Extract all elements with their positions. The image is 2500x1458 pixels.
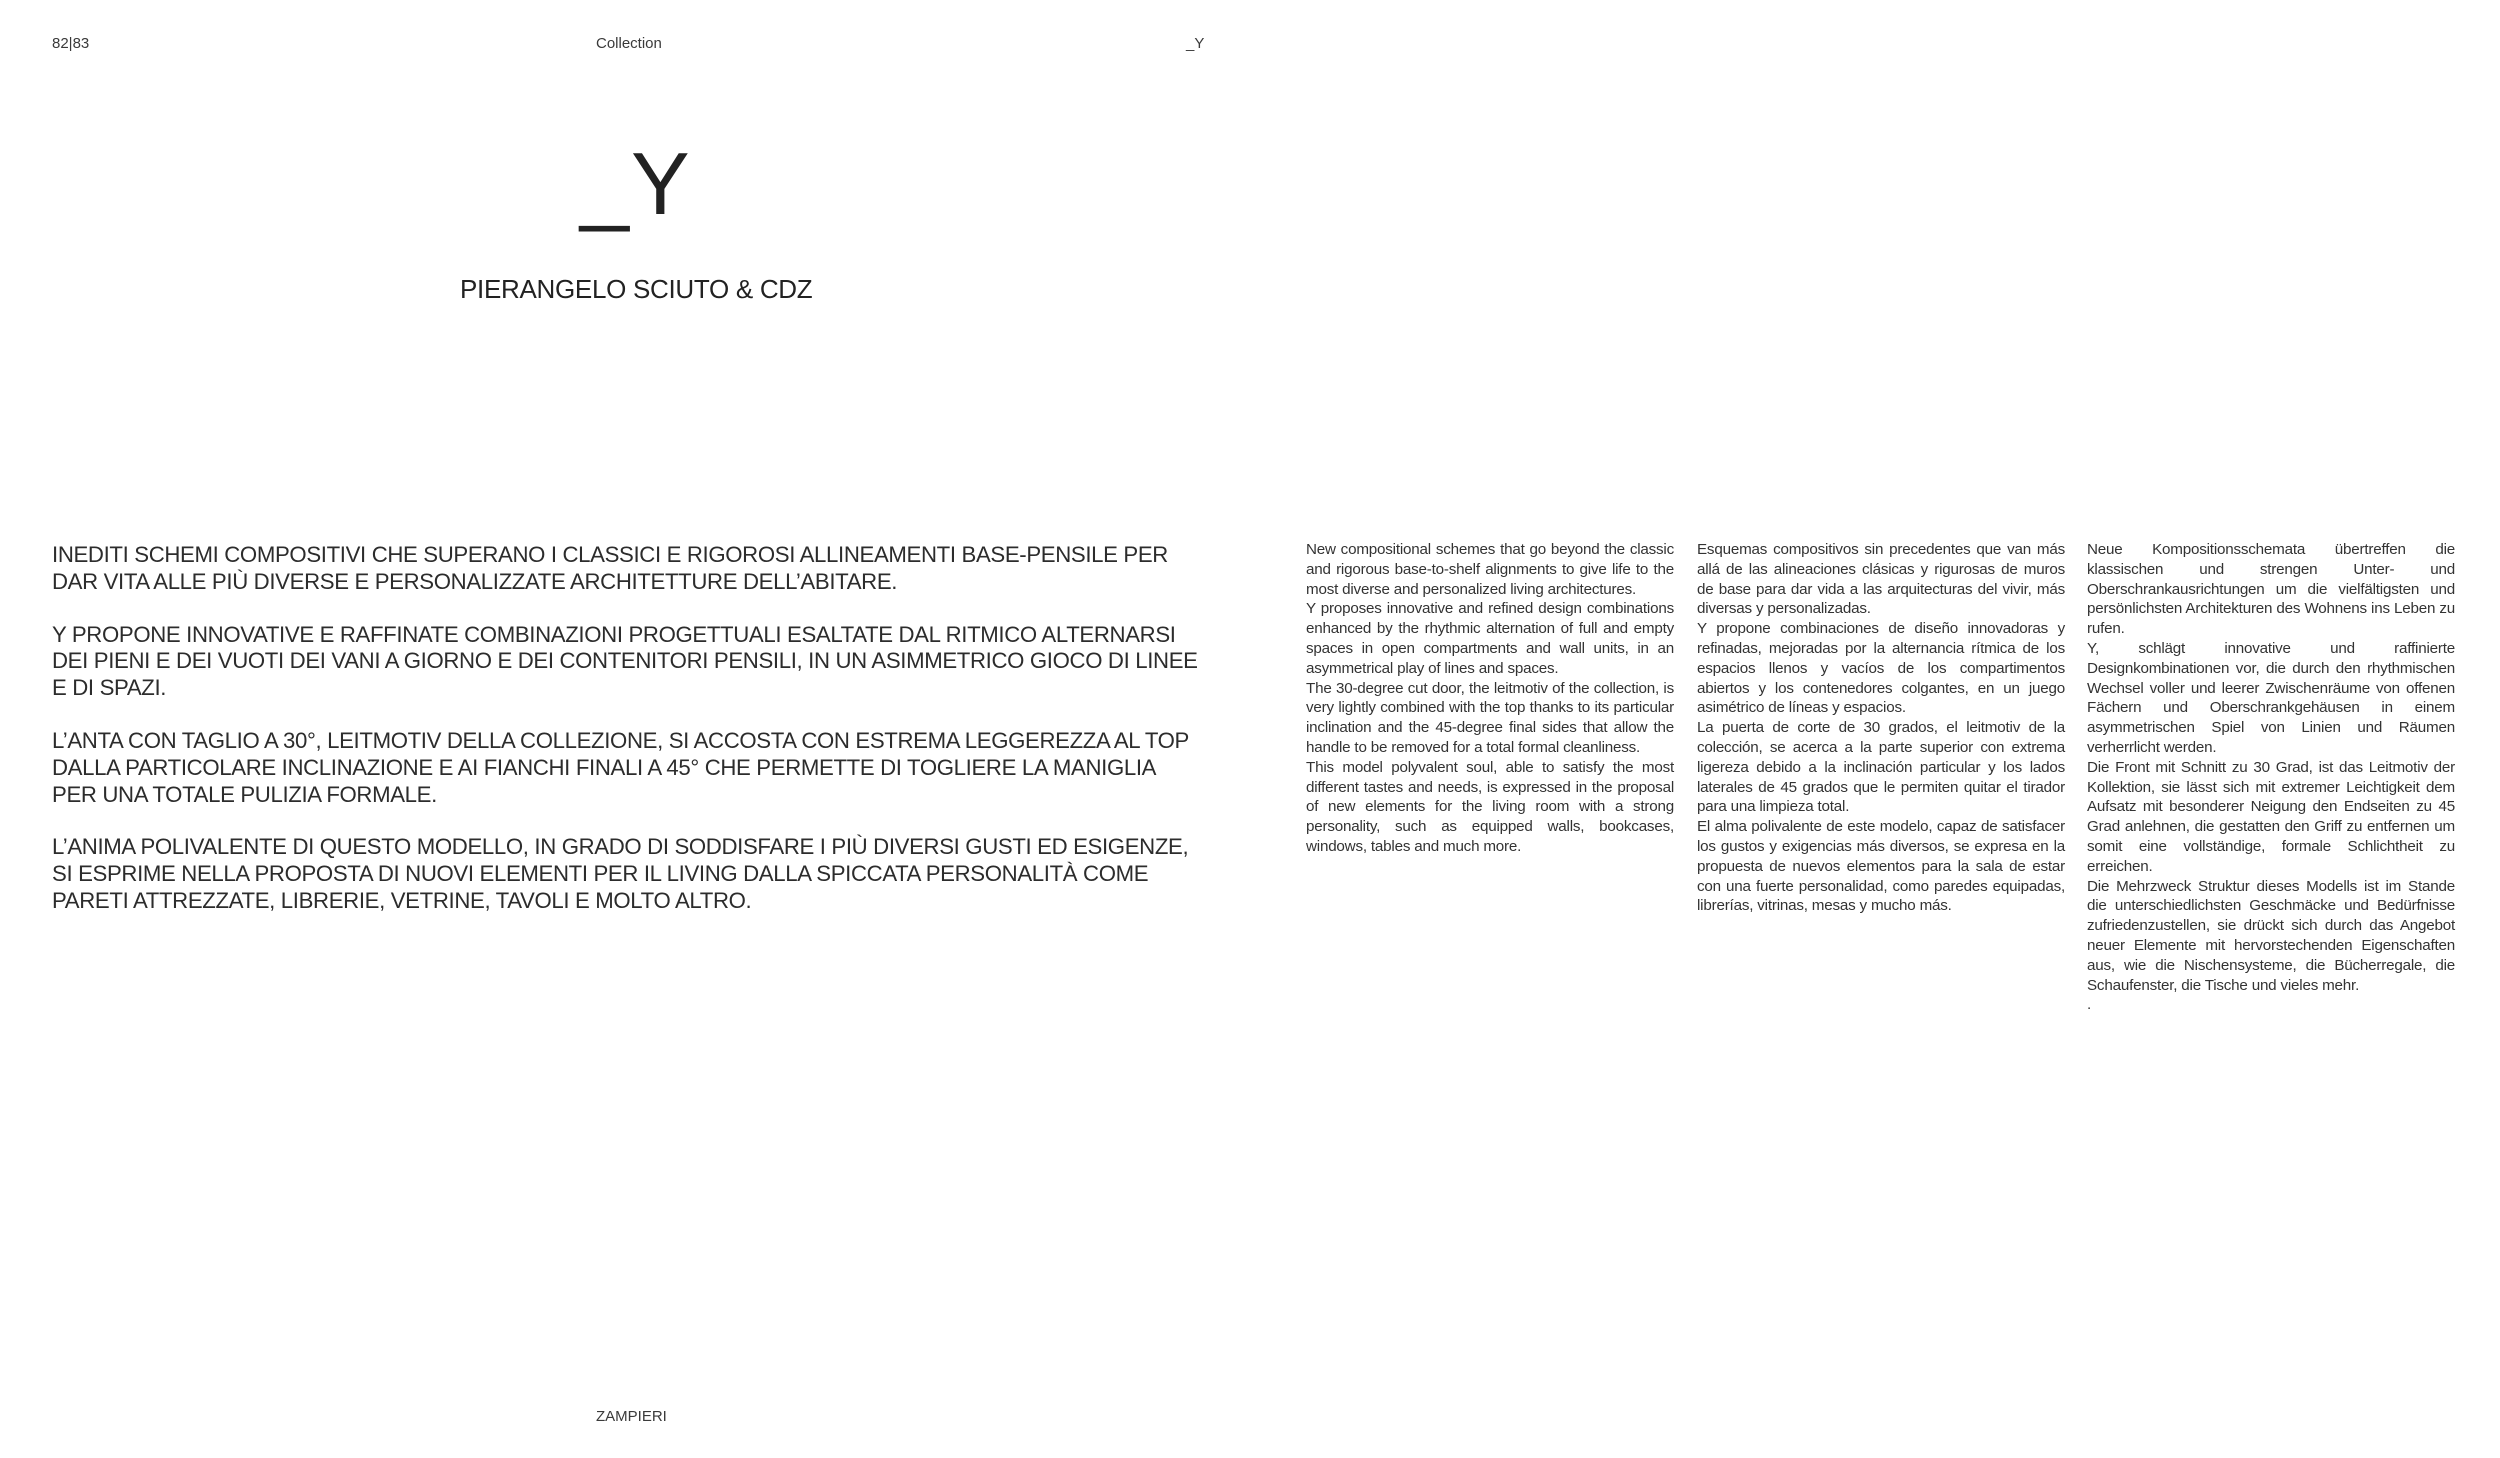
italian-paragraph: L’ANIMA POLIVALENTE DI QUESTO MODELLO, IN GRADO DI SODDISFARE I PIÙ DIVERSI GUSTI ED ESIGENZE, SI ESPRIME NELLA PROPOSTA DI NUOVI ELEMENTI PER IL LIVING DALLA SPICCATA PERSONALITÀ COME PARETI ATTREZZATE, LIBRERIE, VETRINE, TAVOLI E MOLTO ALTRO. xyxy=(52,834,1189,913)
german-paragraph: . xyxy=(2087,996,2092,1014)
page-numbers: 82|83 xyxy=(52,35,90,52)
italian-paragraph: INEDITI SCHEMI COMPOSITIVI CHE SUPERANO I CLASSICI E RIGOROSI ALLINEAMENTI BASE-PENSILE PER DAR VITA ALLE PIÙ DIVERSE E PERSONALIZZATE ARCHITETTURE DELL’ABITARE. xyxy=(52,542,1168,594)
italian-paragraph: L’ANTA CON TAGLIO A 30°, LEITMOTIV DELLA COLLEZIONE, SI ACCOSTA CON ESTREMA LEGGEREZZA AL TOP DALLA PARTICOLARE INCLINAZIONE E AI FIANCHI FINALI A 45° CHE PERMETTE DI TOGLIERE LA MANIGLIA PER UNA TOTALE PULIZIA FORMALE. xyxy=(52,727,1189,807)
german-paragraph: Neue Kompositionsschemata übertreffen die klassischen und strengen Unter- und Oberschrankausrichtungen um die vielfältigsten und persönlichsten Architekturen des Wohnens ins Leben zu rufen. xyxy=(2087,541,2455,638)
german-column xyxy=(2087,540,2455,1015)
designer-name: PIERANGELO SCIUTO & CDZ xyxy=(460,274,813,304)
english-paragraph: This model polyvalent soul, able to satisfy the most different tastes and needs, is expressed in the proposal of new elements for the living room with a strong personality, such as equipped walls, bookcases, windows, tables and much more. xyxy=(1306,758,1674,855)
german-paragraph: Die Front mit Schnitt zu 30 Grad, ist das Leitmotiv der Kollektion, sie lässt sich mit extremer Leichtigkeit dem Aufsatz mit besonderer Neigung den Endseiten zu 45 Grad anlehnen, die gestatten den Griff zu entfernen um somit eine vollständige, formale Schlichtheit zu erreichen. xyxy=(2087,758,2455,875)
footer-brand: ZAMPIERI xyxy=(596,1408,667,1425)
spanish-column xyxy=(1697,540,2065,916)
german-paragraph: Die Mehrzweck Struktur dieses Modells ist im Stande die unterschiedlichsten Geschmäcke und Bedürfnisse zufriedenzustellen, sie drückt sich durch das Angebot neuer Elemente mit hervorstechenden Eigenschaften aus, wie die Nischensysteme, die Bücherregale, die Schaufenster, die Tische und vieles mehr. xyxy=(2087,877,2455,994)
spanish-paragraph: El alma polivalente de este modelo, capaz de satisfacer los gustos y exigencias más diversos, se expresa en la propuesta de nuevos elementos para la sala de estar con una fuerte personalidad, como paredes equipadas, librerías, vitrinas, mesas y mucho más. xyxy=(1697,818,2065,915)
english-paragraph: New compositional schemes that go beyond the classic and rigorous base-to-shelf alignments to give life to the most diverse and personalized living architectures. xyxy=(1306,541,1674,598)
english-paragraph: The 30-degree cut door, the leitmotiv of the collection, is very lightly combined with the top thanks to its particular inclination and the 45-degree final sides that allow the handle to be removed for a total formal cleanliness. xyxy=(1306,679,1674,756)
spanish-paragraph: Esquemas compositivos sin precedentes que van más allá de las alineaciones clásicas y rigurosas de muros de base para dar vida a las arquitecturas del vivir, más diversas y personalizadas. xyxy=(1697,541,2065,618)
section-label: Collection xyxy=(596,35,662,52)
german-paragraph: Y, schlägt innovative und raffinierte Designkombinationen vor, die durch den rhythmischen Wechsel voller und leerer Zwischenräume von offenen Fächern und Oberschrankgehäusen in einem asymmetrischen Spiel von Linien und Räumen verherrlicht werden. xyxy=(2087,639,2455,756)
italian-paragraph: Y PROPONE INNOVATIVE E RAFFINATE COMBINAZIONI PROGETTUALI ESALTATE DAL RITMICO ALTERNARSI DEI PIENI E DEI VUOTI DEI VANI A GIORNO E DEI CONTENITORI PENSILI, IN UN ASIMMETRICO GIOCO DI LINEE E DI SPAZI. xyxy=(52,621,1198,701)
spanish-paragraph: La puerta de corte de 30 grados, el leitmotiv de la colección, se acerca a la parte superior con extrema ligereza debido a la inclinación particular y los lados laterales de 45 grados que le permiten quitar el tirador para una limpieza total. xyxy=(1697,719,2065,816)
model-title: _Y xyxy=(580,134,692,233)
english-paragraph: Y proposes innovative and refined design combinations enhanced by the rhythmic alternation of full and empty spaces in open compartments and wall units, in an asymmetrical play of lines and spaces. xyxy=(1306,600,1674,677)
spanish-paragraph: Y propone combinaciones de diseño innovadoras y refinadas, mejoradas por la alternancia rítmica de los espacios llenos y vacíos de los compartimentos abiertos y los contenedores colgantes, en un juego asimétrico de líneas y espacios. xyxy=(1697,620,2065,717)
italian-description xyxy=(52,542,1202,941)
model-mark: _Y xyxy=(1186,35,1205,52)
english-column xyxy=(1306,540,1674,857)
